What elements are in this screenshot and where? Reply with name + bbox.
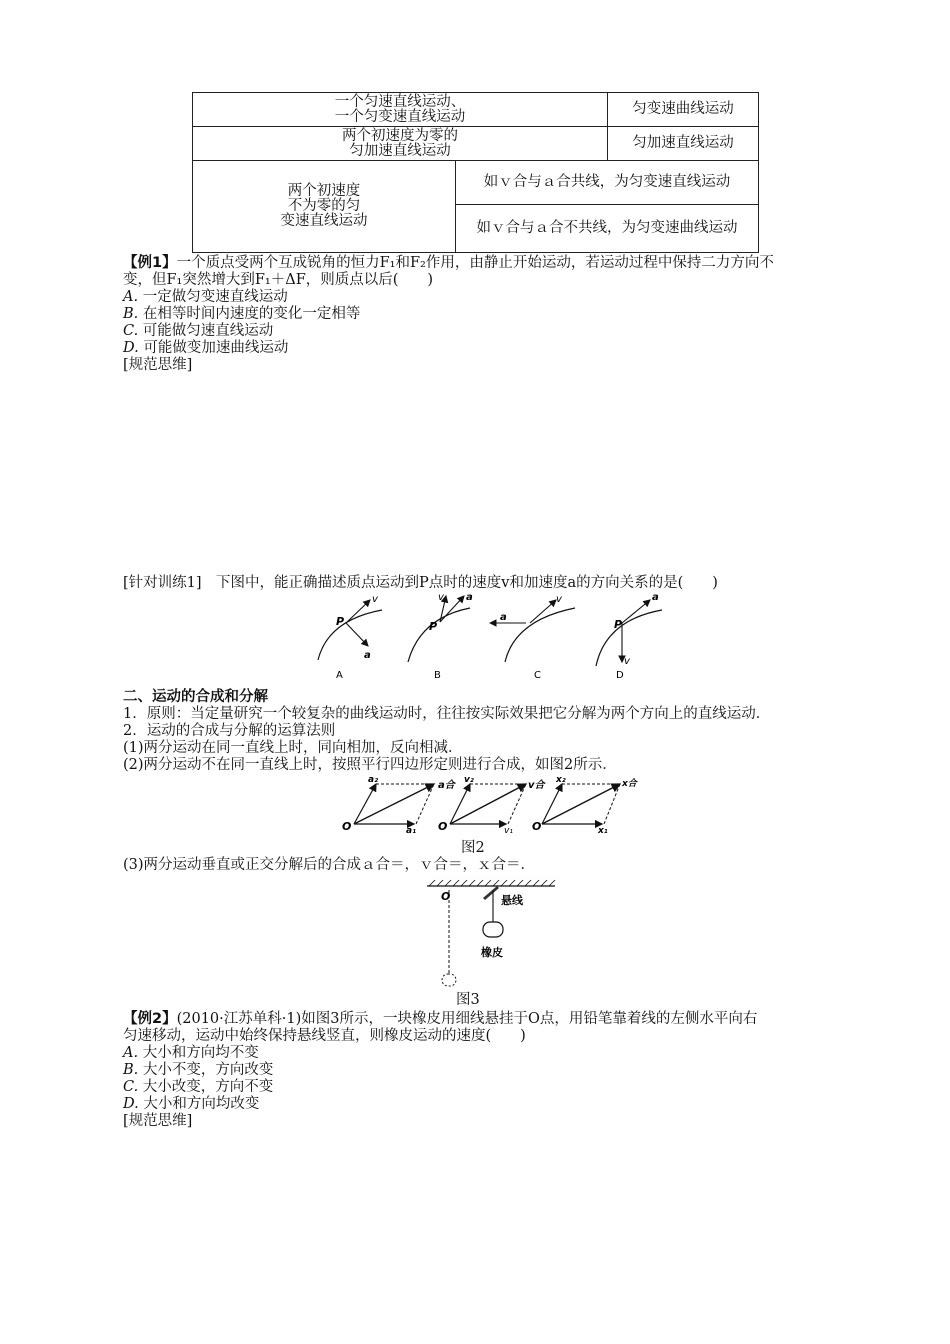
- a-label: a: [500, 612, 507, 623]
- cell-line: 一个匀变速直线运动: [334, 108, 466, 125]
- option-text: 大小不变，方向改变: [142, 1062, 274, 1078]
- figure-option-d: [596, 592, 662, 681]
- parallelogram-figure: [340, 772, 637, 836]
- point-p-label: P: [336, 615, 345, 628]
- component-label: v₁: [504, 826, 513, 836]
- example-1-stem-cont: 变，但F₁突然增大到F₁＋ΔF，则质点以后( ): [123, 272, 434, 288]
- option-text: 大小和方向均不变: [142, 1045, 259, 1061]
- origin-label: O: [342, 820, 352, 833]
- option-letter: D.: [123, 1096, 139, 1112]
- component-label: a₁: [406, 826, 417, 836]
- origin-label: O: [532, 820, 542, 833]
- origin-label: O: [438, 820, 448, 833]
- option-c-caption: C: [534, 670, 541, 681]
- example-tag: 【例1】: [123, 255, 177, 271]
- cell-line: 变速直线运动: [280, 213, 368, 229]
- example-2-stem: [123, 1011, 757, 1028]
- option-a: [123, 1045, 259, 1062]
- table-cell-right: 匀加速直线运动: [608, 127, 759, 161]
- cell-line: 匀加速直线运动: [349, 142, 451, 159]
- component-label: x₁: [598, 826, 608, 836]
- table-cell-left: [193, 161, 456, 253]
- option-b-caption: B: [434, 670, 441, 681]
- option-text: 大小和方向均改变: [143, 1096, 260, 1112]
- option-text: 一定做匀变速直线运动: [142, 289, 288, 305]
- training-1-question: [针对训练1] 下图中，能正确描述质点运动到P点时的速度v和加速度a的方向关系的是( ): [123, 575, 718, 591]
- rule-2: (2)两分运动不在同一直线上时，按照平行四边形定则进行合成，如图2所示．: [123, 757, 617, 773]
- option-letter: B.: [123, 306, 139, 322]
- rules-paragraph: 2．运动的合成与分解的运算法则: [123, 723, 336, 739]
- point-p-label: P: [614, 618, 623, 631]
- option-letter: D.: [123, 340, 139, 356]
- resultant-label: a合: [438, 780, 455, 791]
- option-b: [123, 1062, 273, 1079]
- figure-3-caption: 图3: [456, 992, 480, 1008]
- option-text: 大小改变，方向不变: [142, 1079, 274, 1095]
- cell-line: 两个初速度: [287, 183, 361, 199]
- stem-text: 一个质点受两个互成锐角的恒力F₁和F₂作用，由静止开始运动，若运动过程中保持二力方向不: [176, 255, 774, 271]
- parallelogram-x: [532, 775, 639, 836]
- velocity-acceleration-figure: [300, 590, 680, 685]
- point-p-label: P: [429, 620, 438, 633]
- figure-2-caption: 图2: [461, 840, 485, 856]
- v-label: v: [372, 594, 378, 605]
- cell-line: 不为零的匀: [287, 198, 361, 214]
- motion-combination-table: [192, 92, 759, 253]
- a-label: a: [652, 592, 659, 603]
- option-d: [123, 340, 288, 357]
- option-letter: C.: [123, 1079, 139, 1095]
- component-label: a₂: [368, 775, 379, 785]
- option-a: [123, 289, 288, 306]
- option-letter: B.: [123, 1062, 139, 1078]
- rule-3: (3)两分运动垂直或正交分解后的合成ａ合＝，ｖ合＝，ｘ合＝．: [123, 857, 536, 873]
- option-letter: A.: [123, 1045, 139, 1061]
- table-cell-left: [193, 127, 608, 161]
- option-c: [123, 1079, 273, 1096]
- table-cell-right: 如ｖ合与ａ合不共线，为匀变速曲线运动: [456, 205, 759, 253]
- resultant-label: v合: [528, 780, 545, 791]
- section-heading: 二、运动的合成和分解: [123, 689, 268, 705]
- eraser-pendulum-figure: [425, 878, 560, 993]
- option-a-caption: A: [336, 670, 343, 681]
- v-label: v: [624, 656, 630, 667]
- suspension-point-label: O: [441, 890, 451, 903]
- cell-line: 两个初速度为零的: [342, 127, 458, 144]
- option-text: 在相等时间内速度的变化一定相等: [142, 306, 361, 322]
- option-d: [123, 1096, 259, 1113]
- normative-thinking-label: [规范思维]: [123, 357, 193, 373]
- v-label: v: [556, 594, 562, 605]
- component-label: x₂: [556, 775, 566, 785]
- eraser-label: 橡皮: [481, 946, 503, 959]
- component-label: v₂: [464, 775, 474, 785]
- option-text: 可能做变加速曲线运动: [143, 340, 289, 356]
- figure-option-c: [490, 594, 575, 681]
- example-1-stem: [123, 255, 774, 272]
- v-label: v: [438, 592, 444, 603]
- example-2-stem-cont: 匀速移动，运动中始终保持悬线竖直，则橡皮运动的速度( ): [123, 1028, 526, 1044]
- option-c: [123, 323, 273, 340]
- figure-option-b: [408, 592, 473, 681]
- table-cell-right: 如ｖ合与ａ合共线，为匀变速直线运动: [456, 161, 759, 205]
- stem-text: (2010·江苏单科·1)如图3所示，一块橡皮用细线悬挂于O点，用铅笔靠着线的左侧水平向右: [176, 1011, 758, 1027]
- option-b: [123, 306, 360, 323]
- option-d-caption: D: [616, 670, 624, 681]
- table-cell-right: 匀变速曲线运动: [608, 93, 759, 127]
- option-text: 可能做匀速直线运动: [142, 323, 274, 339]
- cell-line: 一个匀速直线运动、: [334, 93, 466, 110]
- option-letter: C.: [123, 323, 139, 339]
- resultant-label: x合: [622, 779, 637, 789]
- figure-option-a: [318, 594, 382, 681]
- example-tag: 【例2】: [123, 1011, 177, 1027]
- principle-paragraph: 1．原则：当定量研究一个较复杂的曲线运动时，往往按实际效果把它分解为两个方向上的直线运动．: [123, 706, 771, 722]
- normative-thinking-label: [规范思维]: [123, 1113, 193, 1129]
- a-label: a: [364, 650, 371, 661]
- table-cell-left: [193, 93, 608, 127]
- a-label: a: [466, 592, 473, 603]
- thread-label: 悬线: [501, 894, 523, 907]
- option-letter: A.: [123, 289, 139, 305]
- rule-1: (1)两分运动在同一直线上时，同向相加，反向相减．: [123, 740, 463, 756]
